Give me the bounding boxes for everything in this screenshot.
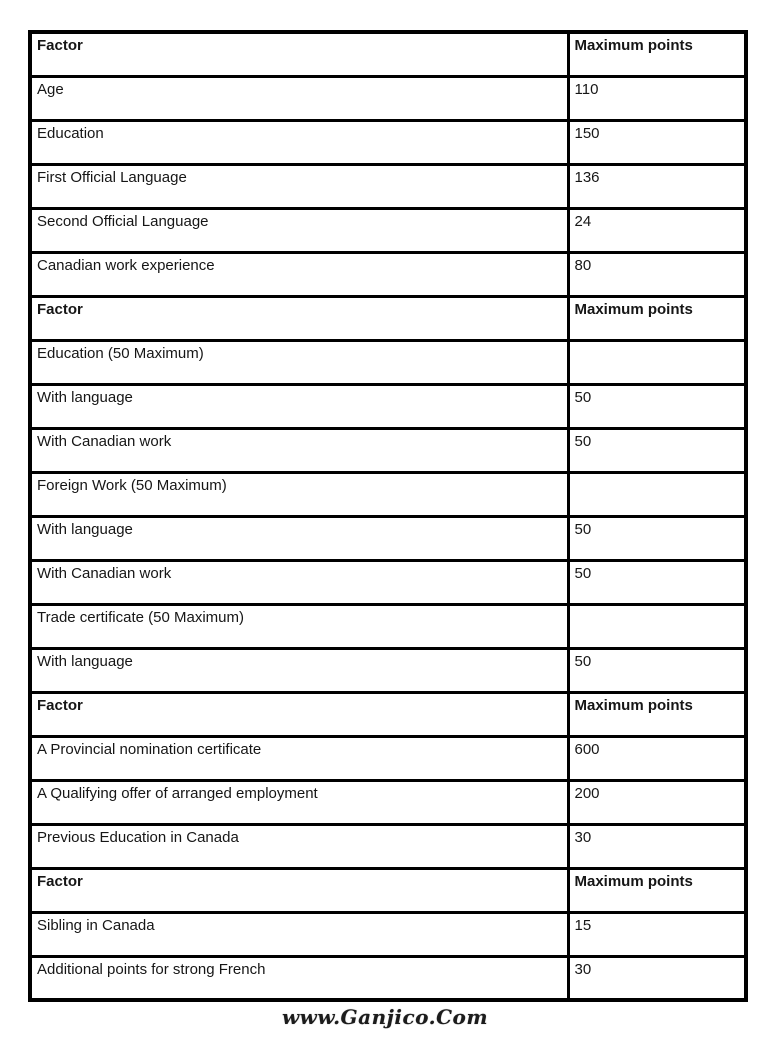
points-cell: 50 (568, 648, 746, 692)
table-row (30, 252, 746, 296)
factor-cell: Foreign Work (50 Maximum) (30, 472, 568, 516)
points-table-body (30, 32, 746, 1000)
table-row (30, 472, 746, 516)
factor-cell: With Canadian work (30, 560, 568, 604)
table-row (30, 76, 746, 120)
points-cell: 50 (568, 560, 746, 604)
factor-cell: With language (30, 648, 568, 692)
factor-cell: Education (30, 120, 568, 164)
table-row (30, 164, 746, 208)
points-cell: 600 (568, 736, 746, 780)
table-row (30, 736, 746, 780)
points-cell: Maximum points (568, 868, 746, 912)
points-cell: 30 (568, 956, 746, 1000)
table-row (30, 384, 746, 428)
table-row (30, 560, 746, 604)
factor-cell: With language (30, 516, 568, 560)
points-cell (568, 604, 746, 648)
points-cell: Maximum points (568, 692, 746, 736)
table-row (30, 648, 746, 692)
table-row (30, 912, 746, 956)
points-cell: 80 (568, 252, 746, 296)
points-cell: 200 (568, 780, 746, 824)
table-row (30, 956, 746, 1000)
table-row (30, 428, 746, 472)
points-cell: 50 (568, 428, 746, 472)
points-cell: 150 (568, 120, 746, 164)
points-cell: 110 (568, 76, 746, 120)
table-row (30, 780, 746, 824)
factor-cell: Factor (30, 296, 568, 340)
factor-cell: A Provincial nomination certificate (30, 736, 568, 780)
factor-cell: With language (30, 384, 568, 428)
table-row (30, 340, 746, 384)
points-cell (568, 472, 746, 516)
factor-cell: Education (50 Maximum) (30, 340, 568, 384)
points-cell: 15 (568, 912, 746, 956)
table-row (30, 824, 746, 868)
factor-cell: Age (30, 76, 568, 120)
points-cell: 30 (568, 824, 746, 868)
points-cell: 136 (568, 164, 746, 208)
watermark-text: www.Ganjico.Com (281, 1005, 489, 1029)
table-row (30, 120, 746, 164)
table-row (30, 692, 746, 736)
factor-cell: Sibling in Canada (30, 912, 568, 956)
factor-cell: Additional points for strong French (30, 956, 568, 1000)
points-cell: Maximum points (568, 296, 746, 340)
factor-cell: Previous Education in Canada (30, 824, 568, 868)
points-table (28, 30, 748, 1002)
factor-cell: With Canadian work (30, 428, 568, 472)
table-row (30, 604, 746, 648)
table-row (30, 296, 746, 340)
factor-cell: A Qualifying offer of arranged employment (30, 780, 568, 824)
table-row (30, 516, 746, 560)
factor-cell: Factor (30, 32, 568, 76)
factor-cell: Second Official Language (30, 208, 568, 252)
factor-cell: Factor (30, 868, 568, 912)
table-row (30, 208, 746, 252)
points-cell (568, 340, 746, 384)
factor-cell: Trade certificate (50 Maximum) (30, 604, 568, 648)
points-cell: 24 (568, 208, 746, 252)
points-cell: Maximum points (568, 32, 746, 76)
table-row (30, 32, 746, 76)
factor-cell: Factor (30, 692, 568, 736)
table-row (30, 868, 746, 912)
factor-cell: First Official Language (30, 164, 568, 208)
points-cell: 50 (568, 384, 746, 428)
points-cell: 50 (568, 516, 746, 560)
factor-cell: Canadian work experience (30, 252, 568, 296)
